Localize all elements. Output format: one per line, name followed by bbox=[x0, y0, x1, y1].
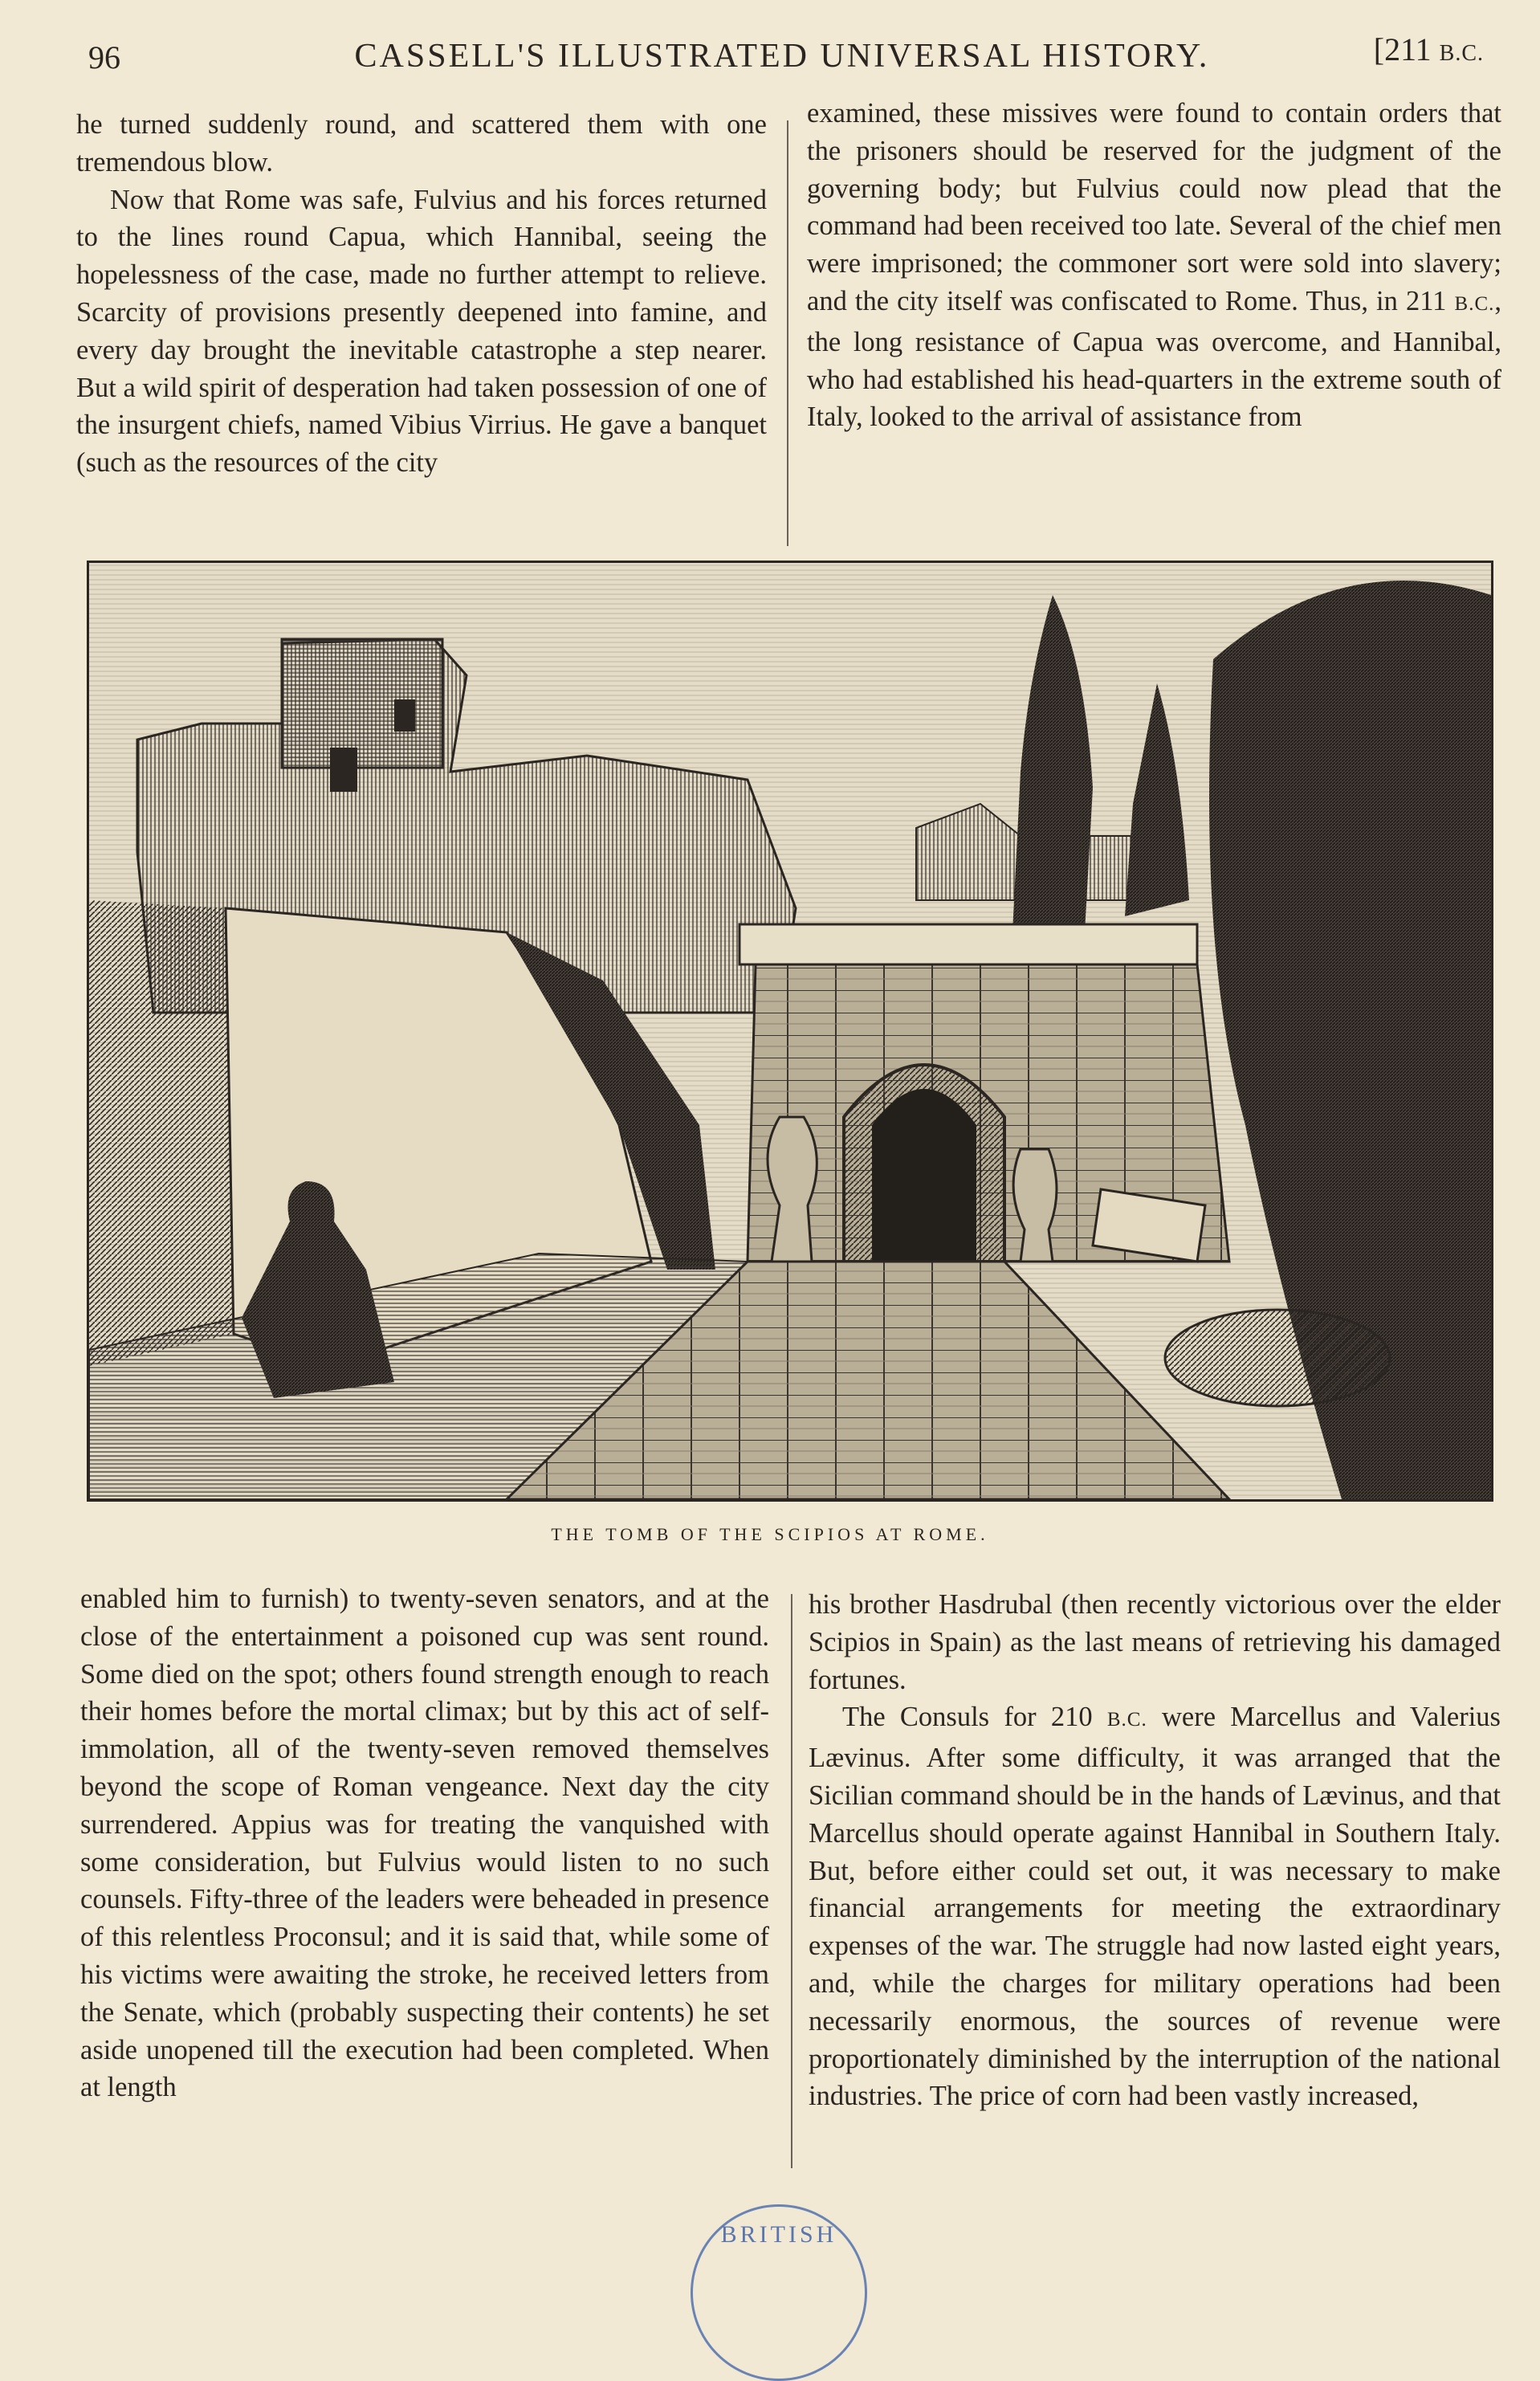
archway-interior bbox=[872, 1089, 976, 1262]
column-top-right bbox=[807, 95, 1501, 436]
engraving-illustration bbox=[87, 561, 1493, 1502]
window bbox=[330, 748, 357, 792]
column-bottom-right bbox=[809, 1586, 1501, 2115]
fallen-column bbox=[1165, 1310, 1390, 1406]
text-run: were Marcellus and Valerius Lævinus. After some difficulty, it was arranged that the Sicilian command should be in the hands of Lævinus, and that Marcellus should operate against Hannibal in Southern Italy. But, before either could set out, it was necessary to make financial arrangements for meeting the extraordinary expenses of the war. The struggle had now lasted eight years, and, while the charges for military operations had been necessarily enormous, the sources of revenue were proportionately diminished by the interruption of the national industries. The price of corn had been vastly increased, bbox=[809, 1702, 1501, 2112]
text-run: examined, these missives were found to contain orders that the prisoners should be reserved for the judgment of the governing body; but Fulvius could now plead that the command had been received too late. Several of the chief men were imprisoned; the commoner sort were sold into slavery; and the city itself was confiscated to Rome. Thus, in 211 bbox=[807, 98, 1501, 316]
paragraph: his brother Hasdrubal (then recently victorious over the elder Scipios in Spain) as the last means of retrieving his damaged fortunes. bbox=[809, 1589, 1501, 1695]
engraving-drawing bbox=[89, 563, 1491, 1499]
column-top-left bbox=[76, 106, 767, 482]
era-abbrev: B.C. bbox=[1454, 292, 1495, 315]
running-title: CASSELL'S ILLUSTRATED UNIVERSAL HISTORY. bbox=[354, 38, 1210, 75]
tower bbox=[282, 639, 442, 768]
text-run: The Consuls for 210 bbox=[842, 1702, 1107, 1733]
amphora bbox=[768, 1117, 817, 1262]
running-header bbox=[80, 22, 1484, 75]
paragraph: enabled him to furnish) to twenty-seven senators, and at the close of the entertainment a poisoned cup was sent round. Some died on the spot; others found strength enough to reach their homes before the mortal climax; but by this act of self-immolation, all of the twenty-seven removed themselves beyond the scope of Roman vengeance. Next day the city surrendered. Appius was for treating the vanquished with some consideration, but Fulvius would listen to no such counsels. Fifty-three of the leaders were beheaded in presence of this relentless Proconsul; and it is said that, while some of his victims were awaiting the stroke, he received letters from the Senate, which (probably suspecting their contents) he set aside unopened till the execution had been completed. When at length bbox=[80, 1584, 769, 2103]
paragraph bbox=[809, 1698, 1501, 2115]
date-era: B.C. bbox=[1439, 41, 1484, 66]
column-divider bbox=[787, 120, 788, 546]
column-divider bbox=[791, 1594, 792, 2168]
era-abbrev: B.C. bbox=[1106, 1709, 1147, 1731]
page-number: 96 bbox=[88, 39, 120, 75]
date-bracket: [211 bbox=[1373, 31, 1440, 67]
foliage-left bbox=[89, 900, 234, 1366]
lintel bbox=[739, 924, 1197, 964]
date-tag bbox=[1374, 31, 1484, 68]
paragraph bbox=[807, 95, 1501, 436]
paragraph: he turned suddenly round, and scattered them with one tremendous blow. bbox=[76, 109, 767, 177]
stamp-text: BRITISH bbox=[720, 2221, 837, 2248]
text-run: , the long resistance of Capua was overcome, and Hannibal, who had established his head-quarters in the extreme south of Italy, looked to the arrival of assistance from bbox=[807, 285, 1501, 433]
library-stamp bbox=[691, 2204, 867, 2381]
paragraph: Now that Rome was safe, Fulvius and his forces returned to the lines round Capua, which Hannibal, seeing the hopelessness of the case, made no further attempt to relieve. Scarcity of provisions presently deepened into famine, and every day brought the inevitable catastrophe a step nearer. But a wild spirit of desperation had taken possession of one of the insurgent chiefs, named Vibius Virrius. He gave a banquet (such as the resources of the city bbox=[76, 184, 767, 479]
window bbox=[394, 699, 415, 732]
column-bottom-left bbox=[80, 1580, 769, 2106]
figure-caption: THE TOMB OF THE SCIPIOS AT ROME. bbox=[551, 1524, 989, 1544]
